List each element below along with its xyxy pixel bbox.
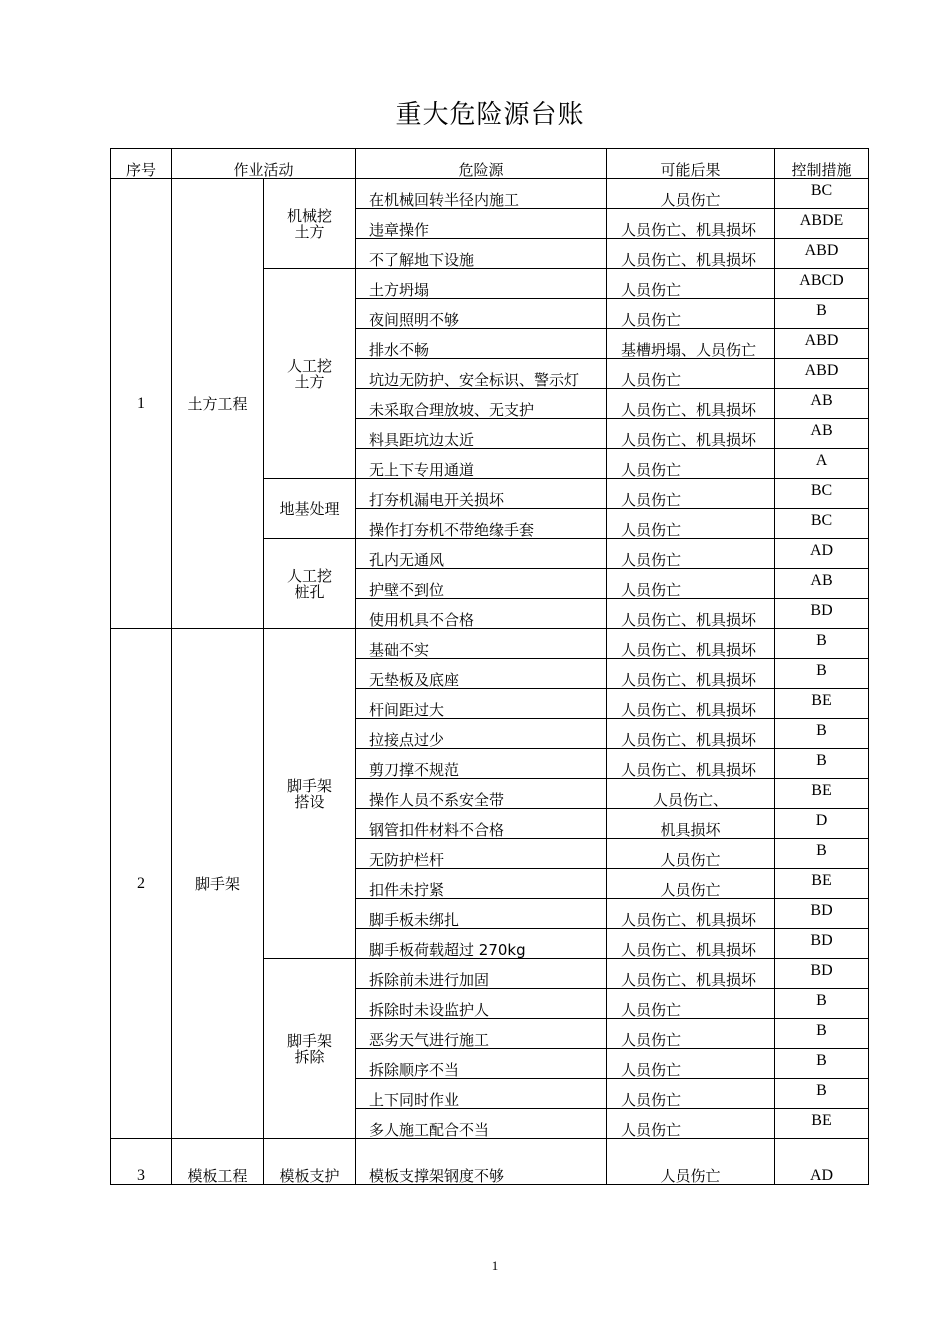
- control-cell: AB: [775, 569, 869, 599]
- hazard-cell: 未采取合理放坡、无支护: [356, 389, 607, 419]
- consequence-cell: 基槽坍塌、人员伤亡: [607, 329, 775, 359]
- header-hazard: 危险源: [356, 149, 607, 179]
- consequence-cell: 人员伤亡: [607, 839, 775, 869]
- hazard-cell: 操作打夯机不带绝缘手套: [356, 509, 607, 539]
- hazard-ledger-table: [110, 148, 869, 1185]
- group-seq: 2: [111, 629, 172, 1139]
- hazard-cell: 无防护栏杆: [356, 839, 607, 869]
- consequence-cell: 人员伤亡: [607, 509, 775, 539]
- control-cell: BD: [775, 929, 869, 959]
- table-row: [111, 1139, 869, 1185]
- hazard-cell: 拆除时未设监护人: [356, 989, 607, 1019]
- control-cell: B: [775, 839, 869, 869]
- control-cell: BE: [775, 869, 869, 899]
- consequence-cell: 人员伤亡、机具损坏: [607, 209, 775, 239]
- header-activity: 作业活动: [172, 149, 356, 179]
- hazard-cell: 钢管扣件材料不合格: [356, 809, 607, 839]
- control-cell: AB: [775, 419, 869, 449]
- control-cell: AD: [775, 539, 869, 569]
- hazard-cell: 坑边无防护、安全标识、警示灯: [356, 359, 607, 389]
- control-cell: ABCD: [775, 269, 869, 299]
- control-cell: B: [775, 299, 869, 329]
- control-cell: BE: [775, 1109, 869, 1139]
- header-consequence: 可能后果: [607, 149, 775, 179]
- consequence-cell: 人员伤亡、机具损坏: [607, 899, 775, 929]
- control-cell: BC: [775, 509, 869, 539]
- consequence-cell: 人员伤亡: [607, 1139, 775, 1185]
- page-number: 1: [491, 1258, 499, 1273]
- hazard-cell: 无垫板及底座: [356, 659, 607, 689]
- consequence-cell: 人员伤亡: [607, 269, 775, 299]
- hazard-cell: 模板支撑架钢度不够: [356, 1139, 607, 1185]
- consequence-cell: 人员伤亡、机具损坏: [607, 719, 775, 749]
- hazard-cell: 违章操作: [356, 209, 607, 239]
- consequence-cell: 人员伤亡: [607, 869, 775, 899]
- control-cell: BD: [775, 599, 869, 629]
- control-cell: ABD: [775, 329, 869, 359]
- consequence-cell: 人员伤亡、机具损坏: [607, 389, 775, 419]
- control-cell: B: [775, 749, 869, 779]
- control-cell: BD: [775, 899, 869, 929]
- hazard-cell: 上下同时作业: [356, 1079, 607, 1109]
- control-cell: BE: [775, 689, 869, 719]
- consequence-cell: 人员伤亡: [607, 299, 775, 329]
- hazard-cell: 多人施工配合不当: [356, 1109, 607, 1139]
- hazard-cell: 不了解地下设施: [356, 239, 607, 269]
- hazard-cell: 操作人员不系安全带: [356, 779, 607, 809]
- control-cell: B: [775, 719, 869, 749]
- group-activity: 土方工程: [172, 179, 264, 629]
- hazard-cell: 杆间距过大: [356, 689, 607, 719]
- hazard-cell: 在机械回转半径内施工: [356, 179, 607, 209]
- control-cell: ABDE: [775, 209, 869, 239]
- consequence-cell: 人员伤亡: [607, 569, 775, 599]
- subgroup-cell: 地基处理: [264, 479, 356, 539]
- control-cell: AD: [775, 1139, 869, 1185]
- consequence-cell: 人员伤亡、机具损坏: [607, 419, 775, 449]
- hazard-cell: 脚手板荷载超过 270kg: [356, 929, 607, 959]
- hazard-cell: 基础不实: [356, 629, 607, 659]
- subgroup-cell: 模板支护: [264, 1139, 356, 1185]
- hazard-cell: 拉接点过少: [356, 719, 607, 749]
- hazard-cell: 剪刀撑不规范: [356, 749, 607, 779]
- control-cell: ABD: [775, 359, 869, 389]
- consequence-cell: 人员伤亡、: [607, 779, 775, 809]
- consequence-cell: 人员伤亡: [607, 1019, 775, 1049]
- subgroup-cell: 脚手架 搭设: [264, 629, 356, 959]
- consequence-cell: 人员伤亡: [607, 179, 775, 209]
- control-cell: D: [775, 809, 869, 839]
- control-cell: B: [775, 989, 869, 1019]
- hazard-cell: 拆除顺序不当: [356, 1049, 607, 1079]
- group-seq: 1: [111, 179, 172, 629]
- header-control: 控制措施: [775, 149, 869, 179]
- control-cell: B: [775, 1079, 869, 1109]
- hazard-cell: 使用机具不合格: [356, 599, 607, 629]
- subgroup-cell: 脚手架 拆除: [264, 959, 356, 1139]
- consequence-cell: 机具损坏: [607, 809, 775, 839]
- consequence-cell: 人员伤亡: [607, 1049, 775, 1079]
- table-header-row: [111, 149, 869, 179]
- control-cell: BC: [775, 479, 869, 509]
- control-cell: ABD: [775, 239, 869, 269]
- hazard-cell: 扣件未拧紧: [356, 869, 607, 899]
- subgroup-cell: 人工挖 土方: [264, 269, 356, 479]
- consequence-cell: 人员伤亡、机具损坏: [607, 929, 775, 959]
- control-cell: B: [775, 1019, 869, 1049]
- consequence-cell: 人员伤亡、机具损坏: [607, 689, 775, 719]
- hazard-cell: 夜间照明不够: [356, 299, 607, 329]
- control-cell: B: [775, 659, 869, 689]
- group-seq: 3: [111, 1139, 172, 1185]
- hazard-cell: 脚手板未绑扎: [356, 899, 607, 929]
- hazard-cell: 无上下专用通道: [356, 449, 607, 479]
- consequence-cell: 人员伤亡: [607, 359, 775, 389]
- consequence-cell: 人员伤亡: [607, 539, 775, 569]
- hazard-cell: 料具距坑边太近: [356, 419, 607, 449]
- hazard-cell: 土方坍塌: [356, 269, 607, 299]
- control-cell: B: [775, 629, 869, 659]
- consequence-cell: 人员伤亡: [607, 1109, 775, 1139]
- consequence-cell: 人员伤亡: [607, 449, 775, 479]
- table-row: [111, 629, 869, 659]
- control-cell: BD: [775, 959, 869, 989]
- group-activity: 模板工程: [172, 1139, 264, 1185]
- hazard-cell: 拆除前未进行加固: [356, 959, 607, 989]
- page-title: 重大危险源台账: [395, 100, 585, 130]
- consequence-cell: 人员伤亡、机具损坏: [607, 239, 775, 269]
- table-row: [111, 179, 869, 209]
- consequence-cell: 人员伤亡: [607, 1079, 775, 1109]
- control-cell: B: [775, 1049, 869, 1079]
- control-cell: AB: [775, 389, 869, 419]
- header-seq: 序号: [111, 149, 172, 179]
- consequence-cell: 人员伤亡、机具损坏: [607, 659, 775, 689]
- control-cell: A: [775, 449, 869, 479]
- consequence-cell: 人员伤亡: [607, 989, 775, 1019]
- consequence-cell: 人员伤亡、机具损坏: [607, 599, 775, 629]
- group-activity: 脚手架: [172, 629, 264, 1139]
- subgroup-cell: 机械挖 土方: [264, 179, 356, 269]
- hazard-cell: 排水不畅: [356, 329, 607, 359]
- consequence-cell: 人员伤亡、机具损坏: [607, 629, 775, 659]
- control-cell: BE: [775, 779, 869, 809]
- hazard-cell: 孔内无通风: [356, 539, 607, 569]
- hazard-cell: 恶劣天气进行施工: [356, 1019, 607, 1049]
- consequence-cell: 人员伤亡、机具损坏: [607, 749, 775, 779]
- hazard-cell: 打夯机漏电开关损坏: [356, 479, 607, 509]
- control-cell: BC: [775, 179, 869, 209]
- subgroup-cell: 人工挖 桩孔: [264, 539, 356, 629]
- hazard-cell: 护壁不到位: [356, 569, 607, 599]
- consequence-cell: 人员伤亡、机具损坏: [607, 959, 775, 989]
- consequence-cell: 人员伤亡: [607, 479, 775, 509]
